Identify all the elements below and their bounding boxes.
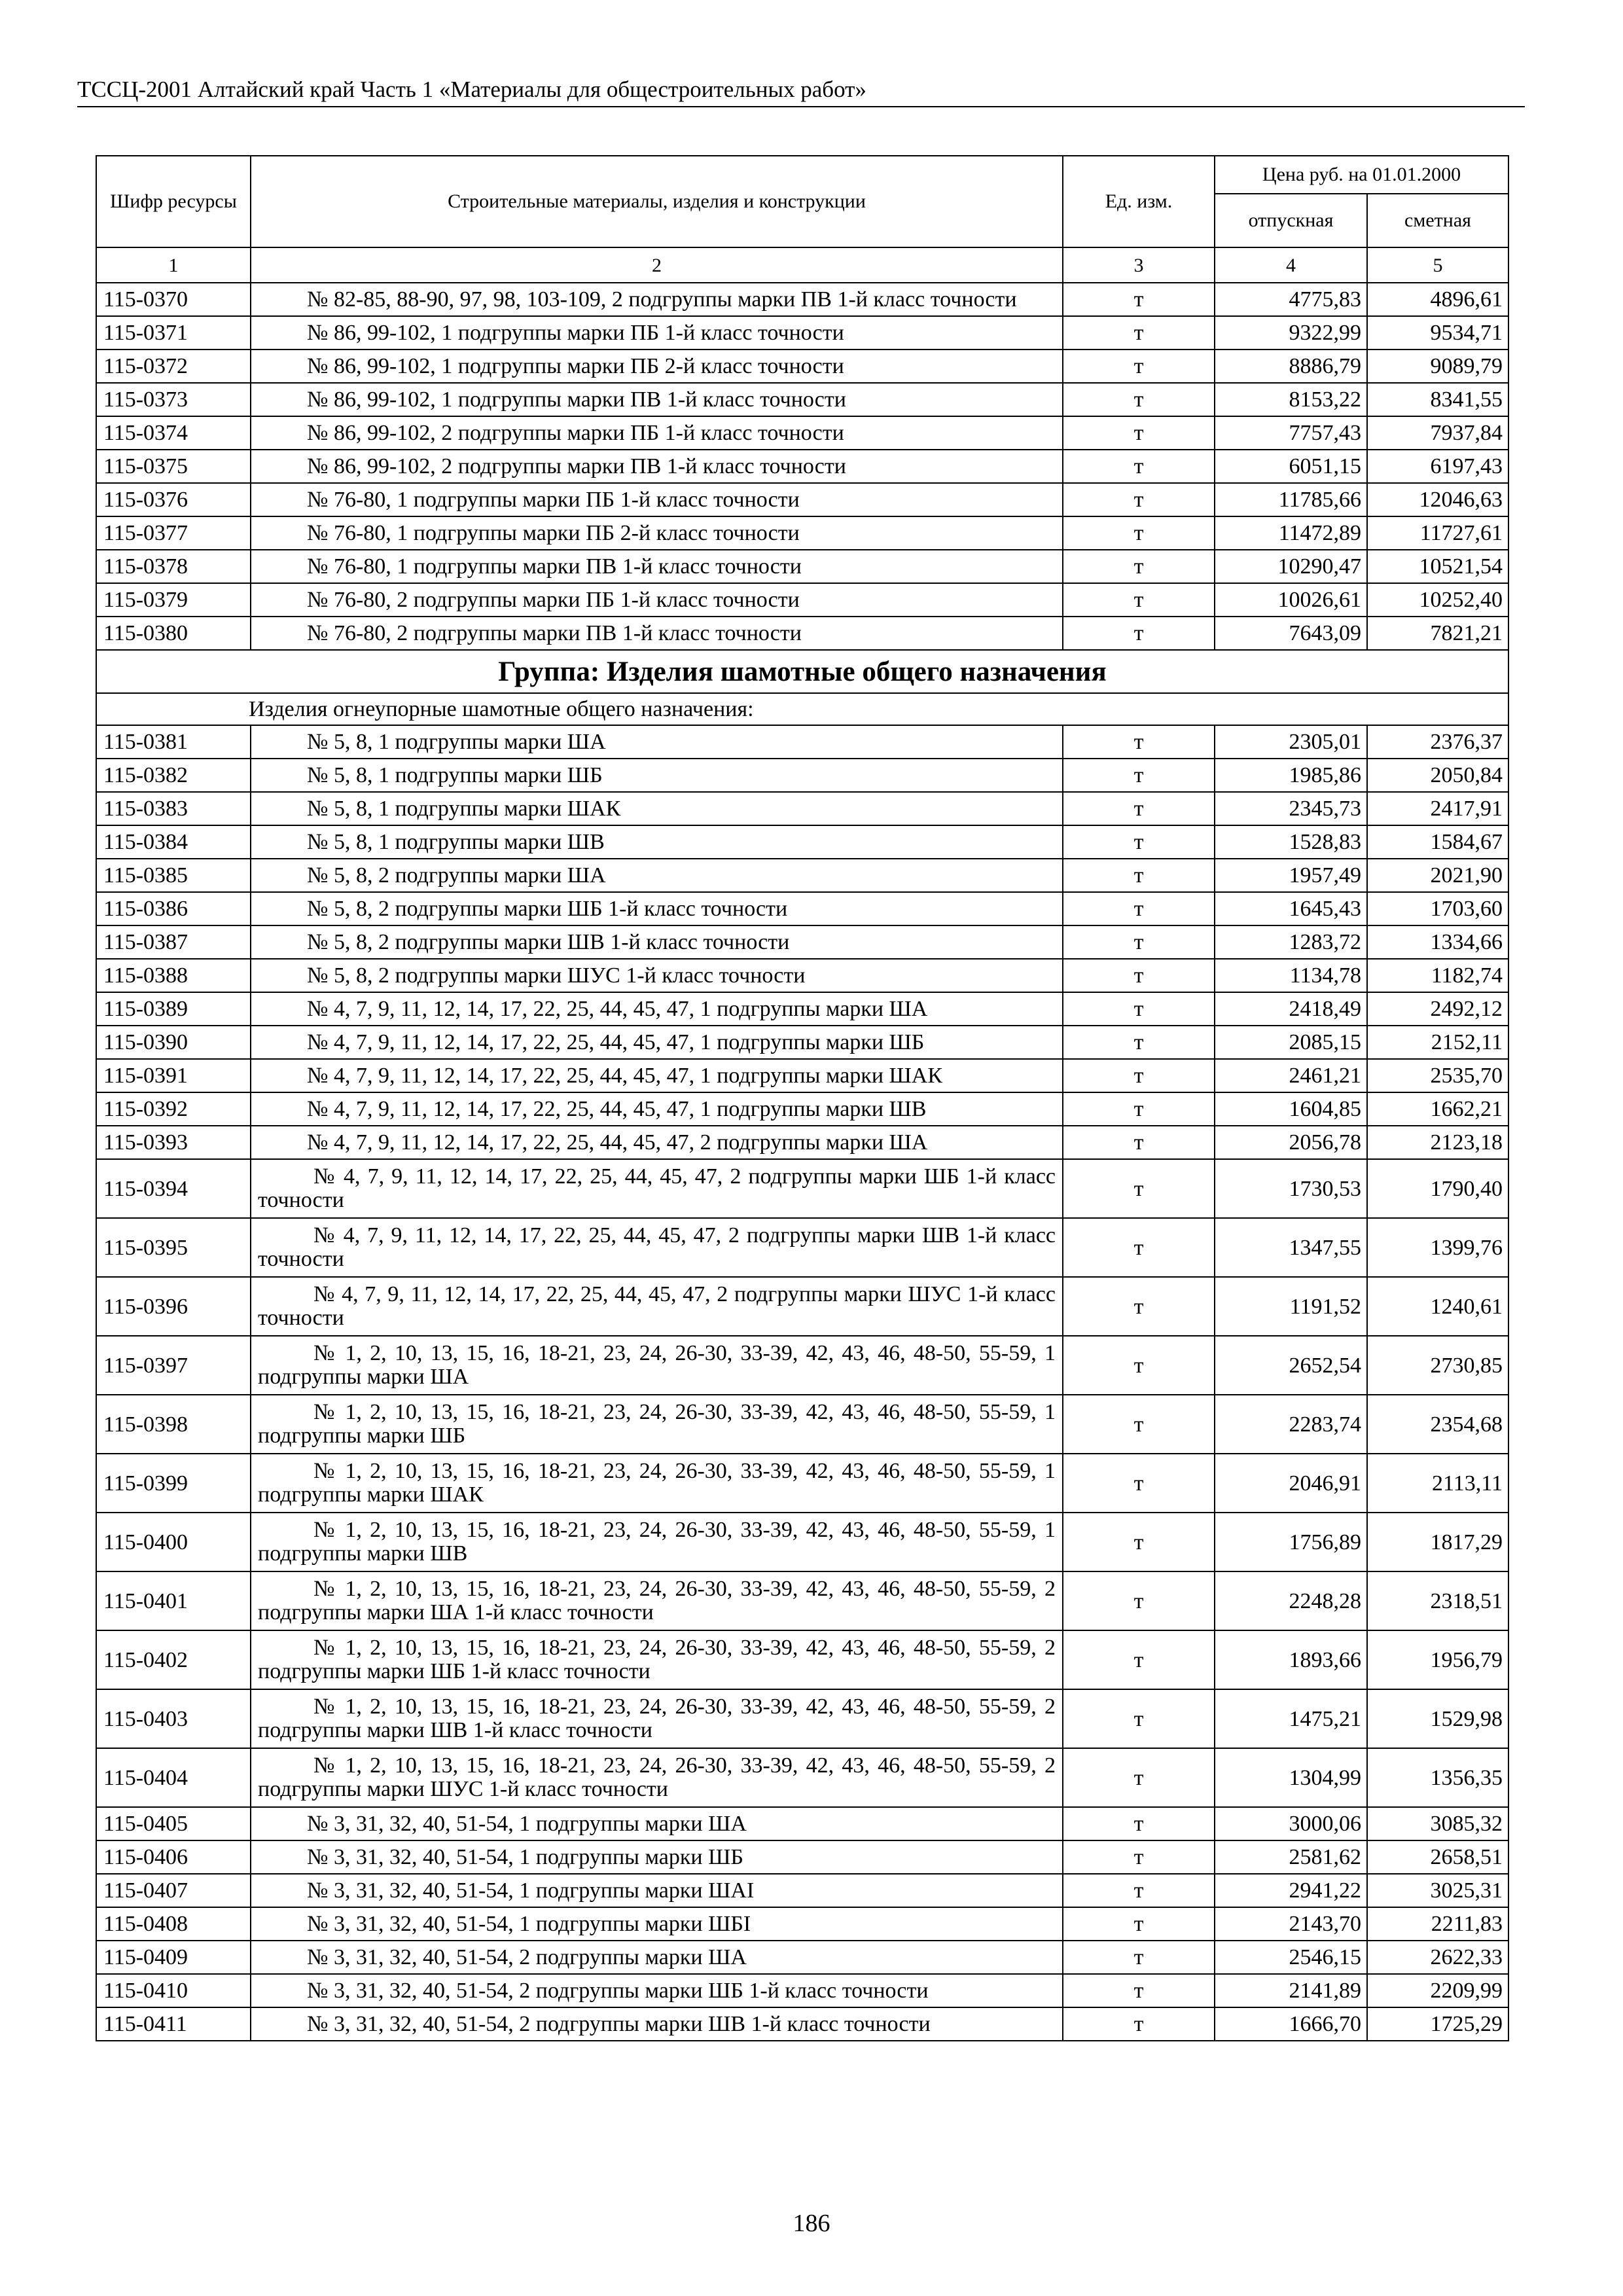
- table-row: [96, 725, 1508, 759]
- resource-code: 115-0399: [96, 1454, 251, 1513]
- material-name: № 86, 99-102, 2 подгруппы марки ПВ 1-й класс точности: [251, 450, 1063, 483]
- table-row: [96, 1395, 1508, 1454]
- estimate-price: 2318,51: [1367, 1571, 1508, 1630]
- unit-cell: т: [1063, 383, 1215, 416]
- table-row: [96, 759, 1508, 792]
- material-name: № 5, 8, 2 подгруппы марки ШБ 1-й класс точности: [251, 892, 1063, 925]
- release-price: 2581,62: [1215, 1840, 1367, 1874]
- unit-cell: т: [1063, 1026, 1215, 1059]
- estimate-price: 2113,11: [1367, 1454, 1508, 1513]
- estimate-price: 2492,12: [1367, 992, 1508, 1026]
- estimate-price: 3085,32: [1367, 1807, 1508, 1840]
- unit-cell: т: [1063, 516, 1215, 550]
- estimate-price: 2535,70: [1367, 1059, 1508, 1092]
- resource-code: 115-0383: [96, 792, 251, 825]
- material-name: № 76-80, 2 подгруппы марки ПВ 1-й класс точности: [251, 617, 1063, 650]
- material-name: № 76-80, 1 подгруппы марки ПБ 1-й класс точности: [251, 483, 1063, 516]
- release-price: 2941,22: [1215, 1874, 1367, 1907]
- column-number: 5: [1367, 247, 1508, 283]
- col-header-price-group: Цена руб. на 01.01.2000: [1215, 156, 1508, 194]
- material-name: № 3, 31, 32, 40, 51-54, 2 подгруппы марки ШБ 1-й класс точности: [251, 1974, 1063, 2007]
- table-row: [96, 1840, 1508, 1874]
- resource-code: 115-0381: [96, 725, 251, 759]
- col-header-unit: Ед. изм.: [1063, 156, 1215, 247]
- release-price: 11785,66: [1215, 483, 1367, 516]
- unit-cell: т: [1063, 859, 1215, 892]
- estimate-price: 1529,98: [1367, 1689, 1508, 1748]
- estimate-price: 9534,71: [1367, 316, 1508, 350]
- table-row: [96, 316, 1508, 350]
- table-row: [96, 383, 1508, 416]
- unit-cell: т: [1063, 1126, 1215, 1159]
- table-row: [96, 1807, 1508, 1840]
- table-row: [96, 892, 1508, 925]
- material-name: № 5, 8, 2 подгруппы марки ШВ 1-й класс точности: [251, 925, 1063, 959]
- col-header-name: Строительные материалы, изделия и конструкции: [251, 156, 1063, 247]
- material-name: № 86, 99-102, 1 подгруппы марки ПБ 2-й класс точности: [251, 350, 1063, 383]
- material-name: № 5, 8, 2 подгруппы марки ША: [251, 859, 1063, 892]
- release-price: 1347,55: [1215, 1218, 1367, 1277]
- estimate-price: 9089,79: [1367, 350, 1508, 383]
- material-name: № 76-80, 1 подгруппы марки ПБ 2-й класс точности: [251, 516, 1063, 550]
- estimate-price: 1662,21: [1367, 1092, 1508, 1126]
- estimate-price: 2211,83: [1367, 1907, 1508, 1941]
- release-price: 2248,28: [1215, 1571, 1367, 1630]
- table-row: [96, 1059, 1508, 1092]
- estimate-price: 12046,63: [1367, 483, 1508, 516]
- release-price: 4775,83: [1215, 283, 1367, 316]
- resource-code: 115-0384: [96, 825, 251, 859]
- estimate-price: 1956,79: [1367, 1630, 1508, 1689]
- unit-cell: т: [1063, 792, 1215, 825]
- release-price: 8886,79: [1215, 350, 1367, 383]
- column-number-row: [96, 247, 1508, 283]
- resource-code: 115-0371: [96, 316, 251, 350]
- material-name: № 5, 8, 2 подгруппы марки ШУС 1-й класс точности: [251, 959, 1063, 992]
- release-price: 1645,43: [1215, 892, 1367, 925]
- release-price: 2085,15: [1215, 1026, 1367, 1059]
- unit-cell: т: [1063, 617, 1215, 650]
- material-name: № 4, 7, 9, 11, 12, 14, 17, 22, 25, 44, 45, 47, 2 подгруппы марки ША: [251, 1126, 1063, 1159]
- unit-cell: т: [1063, 1748, 1215, 1807]
- resource-code: 115-0378: [96, 550, 251, 583]
- resource-code: 115-0387: [96, 925, 251, 959]
- release-price: 1475,21: [1215, 1689, 1367, 1748]
- unit-cell: т: [1063, 1907, 1215, 1941]
- material-name: № 3, 31, 32, 40, 51-54, 1 подгруппы марки ШАI: [251, 1874, 1063, 1907]
- material-name: № 3, 31, 32, 40, 51-54, 2 подгруппы марки ШВ 1-й класс точности: [251, 2007, 1063, 2041]
- estimate-price: 1334,66: [1367, 925, 1508, 959]
- estimate-price: 2658,51: [1367, 1840, 1508, 1874]
- material-name: № 4, 7, 9, 11, 12, 14, 17, 22, 25, 44, 45, 47, 1 подгруппы марки ШБ: [251, 1026, 1063, 1059]
- material-name: № 4, 7, 9, 11, 12, 14, 17, 22, 25, 44, 45, 47, 1 подгруппы марки ШВ: [251, 1092, 1063, 1126]
- table-row: [96, 825, 1508, 859]
- resource-code: 115-0394: [96, 1159, 251, 1218]
- release-price: 3000,06: [1215, 1807, 1367, 1840]
- resource-code: 115-0392: [96, 1092, 251, 1126]
- table-row: [96, 350, 1508, 383]
- table-row: [96, 1748, 1508, 1807]
- unit-cell: т: [1063, 1630, 1215, 1689]
- estimate-price: 2376,37: [1367, 725, 1508, 759]
- resource-code: 115-0402: [96, 1630, 251, 1689]
- material-name: № 3, 31, 32, 40, 51-54, 1 подгруппы марки ШБ: [251, 1840, 1063, 1874]
- resource-code: 115-0375: [96, 450, 251, 483]
- material-name: № 76-80, 1 подгруппы марки ПВ 1-й класс точности: [251, 550, 1063, 583]
- estimate-price: 1240,61: [1367, 1277, 1508, 1336]
- col-header-code: Шифр ресурсы: [96, 156, 251, 247]
- group-section: [96, 650, 1508, 725]
- release-price: 2652,54: [1215, 1336, 1367, 1395]
- material-name: № 1, 2, 10, 13, 15, 16, 18-21, 23, 24, 26-30, 33-39, 42, 43, 46, 48-50, 55-59, 1 подгруппы марки ШАК: [251, 1454, 1063, 1513]
- table-row: [96, 959, 1508, 992]
- release-price: 1893,66: [1215, 1630, 1367, 1689]
- table-row: [96, 1941, 1508, 1974]
- unit-cell: т: [1063, 1092, 1215, 1126]
- release-price: 1957,49: [1215, 859, 1367, 892]
- material-name: № 1, 2, 10, 13, 15, 16, 18-21, 23, 24, 26-30, 33-39, 42, 43, 46, 48-50, 55-59, 2 подгруппы марки ШБ 1-й класс точности: [251, 1630, 1063, 1689]
- material-name: № 5, 8, 1 подгруппы марки ШВ: [251, 825, 1063, 859]
- release-price: 2305,01: [1215, 725, 1367, 759]
- table-row: [96, 1974, 1508, 2007]
- unit-cell: т: [1063, 992, 1215, 1026]
- table-row: [96, 516, 1508, 550]
- unit-cell: т: [1063, 550, 1215, 583]
- unit-cell: т: [1063, 583, 1215, 617]
- unit-cell: т: [1063, 1974, 1215, 2007]
- estimate-price: 8341,55: [1367, 383, 1508, 416]
- resource-code: 115-0372: [96, 350, 251, 383]
- resource-code: 115-0377: [96, 516, 251, 550]
- estimate-price: 7821,21: [1367, 617, 1508, 650]
- table-row: [96, 283, 1508, 316]
- release-price: 1304,99: [1215, 1748, 1367, 1807]
- unit-cell: т: [1063, 759, 1215, 792]
- unit-cell: т: [1063, 1277, 1215, 1336]
- estimate-price: 1356,35: [1367, 1748, 1508, 1807]
- resource-code: 115-0397: [96, 1336, 251, 1395]
- resource-code: 115-0400: [96, 1513, 251, 1571]
- table-row: [96, 1336, 1508, 1395]
- material-name: № 82-85, 88-90, 97, 98, 103-109, 2 подгруппы марки ПВ 1-й класс точности: [251, 283, 1063, 316]
- unit-cell: т: [1063, 283, 1215, 316]
- material-name: № 1, 2, 10, 13, 15, 16, 18-21, 23, 24, 26-30, 33-39, 42, 43, 46, 48-50, 55-59, 1 подгруппы марки ША: [251, 1336, 1063, 1395]
- unit-cell: т: [1063, 483, 1215, 516]
- release-price: 2283,74: [1215, 1395, 1367, 1454]
- material-name: № 5, 8, 1 подгруппы марки ШАК: [251, 792, 1063, 825]
- material-name: № 3, 31, 32, 40, 51-54, 1 подгруппы марки ШБI: [251, 1907, 1063, 1941]
- table-body-group: [96, 725, 1508, 2041]
- resource-code: 115-0386: [96, 892, 251, 925]
- unit-cell: т: [1063, 316, 1215, 350]
- release-price: 10026,61: [1215, 583, 1367, 617]
- estimate-price: 1703,60: [1367, 892, 1508, 925]
- resource-code: 115-0379: [96, 583, 251, 617]
- resource-code: 115-0391: [96, 1059, 251, 1092]
- release-price: 2143,70: [1215, 1907, 1367, 1941]
- material-name: № 1, 2, 10, 13, 15, 16, 18-21, 23, 24, 26-30, 33-39, 42, 43, 46, 48-50, 55-59, 1 подгруппы марки ШБ: [251, 1395, 1063, 1454]
- unit-cell: т: [1063, 1159, 1215, 1218]
- estimate-price: 10252,40: [1367, 583, 1508, 617]
- estimate-price: 2354,68: [1367, 1395, 1508, 1454]
- unit-cell: т: [1063, 1840, 1215, 1874]
- estimate-price: 7937,84: [1367, 416, 1508, 450]
- estimate-price: 2050,84: [1367, 759, 1508, 792]
- table-row: [96, 1689, 1508, 1748]
- unit-cell: т: [1063, 1336, 1215, 1395]
- table-head: [96, 156, 1508, 283]
- release-price: 7757,43: [1215, 416, 1367, 450]
- release-price: 1730,53: [1215, 1159, 1367, 1218]
- unit-cell: т: [1063, 925, 1215, 959]
- table-row: [96, 859, 1508, 892]
- unit-cell: т: [1063, 1874, 1215, 1907]
- release-price: 1283,72: [1215, 925, 1367, 959]
- column-number: 2: [251, 247, 1063, 283]
- unit-cell: т: [1063, 1513, 1215, 1571]
- release-price: 1666,70: [1215, 2007, 1367, 2041]
- estimate-price: 2021,90: [1367, 859, 1508, 892]
- estimate-price: 2622,33: [1367, 1941, 1508, 1974]
- table-row: [96, 550, 1508, 583]
- material-name: № 1, 2, 10, 13, 15, 16, 18-21, 23, 24, 26-30, 33-39, 42, 43, 46, 48-50, 55-59, 2 подгруппы марки ШУС 1-й класс точности: [251, 1748, 1063, 1807]
- release-price: 10290,47: [1215, 550, 1367, 583]
- table-row: [96, 416, 1508, 450]
- estimate-price: 2152,11: [1367, 1026, 1508, 1059]
- release-price: 1528,83: [1215, 825, 1367, 859]
- table-row: [96, 1026, 1508, 1059]
- unit-cell: т: [1063, 892, 1215, 925]
- material-name: № 4, 7, 9, 11, 12, 14, 17, 22, 25, 44, 45, 47, 2 подгруппы марки ШБ 1-й класс точности: [251, 1159, 1063, 1218]
- resource-code: 115-0401: [96, 1571, 251, 1630]
- page-number: 186: [793, 2210, 830, 2237]
- unit-cell: т: [1063, 1395, 1215, 1454]
- unit-cell: т: [1063, 2007, 1215, 2041]
- column-number: 3: [1063, 247, 1215, 283]
- table-row: [96, 1630, 1508, 1689]
- material-name: № 1, 2, 10, 13, 15, 16, 18-21, 23, 24, 26-30, 33-39, 42, 43, 46, 48-50, 55-59, 2 подгруппы марки ША 1-й класс точности: [251, 1571, 1063, 1630]
- table-row: [96, 1571, 1508, 1630]
- column-number: 1: [96, 247, 251, 283]
- table-row: [96, 792, 1508, 825]
- release-price: 1604,85: [1215, 1092, 1367, 1126]
- resource-code: 115-0388: [96, 959, 251, 992]
- estimate-price: 1399,76: [1367, 1218, 1508, 1277]
- unit-cell: т: [1063, 1941, 1215, 1974]
- estimate-price: 1790,40: [1367, 1159, 1508, 1218]
- unit-cell: т: [1063, 350, 1215, 383]
- release-price: 9322,99: [1215, 316, 1367, 350]
- material-name: № 86, 99-102, 1 подгруппы марки ПВ 1-й класс точности: [251, 383, 1063, 416]
- group-title-row: [96, 650, 1508, 693]
- release-price: 2546,15: [1215, 1941, 1367, 1974]
- resource-code: 115-0374: [96, 416, 251, 450]
- unit-cell: т: [1063, 1059, 1215, 1092]
- unit-cell: т: [1063, 1454, 1215, 1513]
- unit-cell: т: [1063, 1689, 1215, 1748]
- resource-code: 115-0409: [96, 1941, 251, 1974]
- unit-cell: т: [1063, 1218, 1215, 1277]
- estimate-price: 2209,99: [1367, 1974, 1508, 2007]
- release-price: 7643,09: [1215, 617, 1367, 650]
- col-header-estimate-price: сметная: [1367, 194, 1508, 247]
- release-price: 6051,15: [1215, 450, 1367, 483]
- resource-code: 115-0408: [96, 1907, 251, 1941]
- release-price: 2461,21: [1215, 1059, 1367, 1092]
- resource-code: 115-0411: [96, 2007, 251, 2041]
- price-table: [96, 155, 1509, 2041]
- column-number: 4: [1215, 247, 1367, 283]
- release-price: 8153,22: [1215, 383, 1367, 416]
- release-price: 1134,78: [1215, 959, 1367, 992]
- resource-code: 115-0382: [96, 759, 251, 792]
- table-row: [96, 925, 1508, 959]
- material-name: № 4, 7, 9, 11, 12, 14, 17, 22, 25, 44, 45, 47, 1 подгруппы марки ШАК: [251, 1059, 1063, 1092]
- unit-cell: т: [1063, 725, 1215, 759]
- table-row: [96, 2007, 1508, 2041]
- table-row: [96, 1218, 1508, 1277]
- material-name: № 1, 2, 10, 13, 15, 16, 18-21, 23, 24, 26-30, 33-39, 42, 43, 46, 48-50, 55-59, 2 подгруппы марки ШВ 1-й класс точности: [251, 1689, 1063, 1748]
- table-row: [96, 1159, 1508, 1218]
- col-header-release-price: отпускная: [1215, 194, 1367, 247]
- estimate-price: 1817,29: [1367, 1513, 1508, 1571]
- unit-cell: т: [1063, 1807, 1215, 1840]
- material-name: № 3, 31, 32, 40, 51-54, 2 подгруппы марки ША: [251, 1941, 1063, 1974]
- estimate-price: 2123,18: [1367, 1126, 1508, 1159]
- resource-code: 115-0370: [96, 283, 251, 316]
- material-name: № 4, 7, 9, 11, 12, 14, 17, 22, 25, 44, 45, 47, 2 подгруппы марки ШУС 1-й класс точности: [251, 1277, 1063, 1336]
- resource-code: 115-0376: [96, 483, 251, 516]
- resource-code: 115-0398: [96, 1395, 251, 1454]
- release-price: 2046,91: [1215, 1454, 1367, 1513]
- estimate-price: 2730,85: [1367, 1336, 1508, 1395]
- release-price: 2418,49: [1215, 992, 1367, 1026]
- resource-code: 115-0405: [96, 1807, 251, 1840]
- subgroup-title-row: [96, 693, 1508, 725]
- table-row: [96, 1092, 1508, 1126]
- table-row: [96, 617, 1508, 650]
- material-name: № 3, 31, 32, 40, 51-54, 1 подгруппы марки ША: [251, 1807, 1063, 1840]
- release-price: 11472,89: [1215, 516, 1367, 550]
- material-name: № 4, 7, 9, 11, 12, 14, 17, 22, 25, 44, 45, 47, 1 подгруппы марки ША: [251, 992, 1063, 1026]
- resource-code: 115-0404: [96, 1748, 251, 1807]
- header-row: [96, 156, 1508, 194]
- resource-code: 115-0373: [96, 383, 251, 416]
- material-name: № 76-80, 2 подгруппы марки ПБ 1-й класс точности: [251, 583, 1063, 617]
- table-row: [96, 1454, 1508, 1513]
- estimate-price: 10521,54: [1367, 550, 1508, 583]
- group-title: Группа: Изделия шамотные общего назначения: [96, 650, 1508, 693]
- unit-cell: т: [1063, 825, 1215, 859]
- table-row: [96, 1907, 1508, 1941]
- running-header: ТССЦ-2001 Алтайский край Часть 1 «Материалы для общестроительных работ»: [77, 73, 1525, 107]
- estimate-price: 11727,61: [1367, 516, 1508, 550]
- resource-code: 115-0380: [96, 617, 251, 650]
- subgroup-title: Изделия огнеупорные шамотные общего назначения:: [96, 693, 1508, 725]
- table-body-top: [96, 283, 1508, 650]
- resource-code: 115-0396: [96, 1277, 251, 1336]
- release-price: 2345,73: [1215, 792, 1367, 825]
- material-name: № 1, 2, 10, 13, 15, 16, 18-21, 23, 24, 26-30, 33-39, 42, 43, 46, 48-50, 55-59, 1 подгруппы марки ШВ: [251, 1513, 1063, 1571]
- table-row: [96, 583, 1508, 617]
- resource-code: 115-0403: [96, 1689, 251, 1748]
- material-name: № 5, 8, 1 подгруппы марки ША: [251, 725, 1063, 759]
- material-name: № 86, 99-102, 1 подгруппы марки ПБ 1-й класс точности: [251, 316, 1063, 350]
- resource-code: 115-0410: [96, 1974, 251, 2007]
- unit-cell: т: [1063, 959, 1215, 992]
- estimate-price: 1584,67: [1367, 825, 1508, 859]
- table-row: [96, 1277, 1508, 1336]
- material-name: № 4, 7, 9, 11, 12, 14, 17, 22, 25, 44, 45, 47, 2 подгруппы марки ШВ 1-й класс точности: [251, 1218, 1063, 1277]
- resource-code: 115-0390: [96, 1026, 251, 1059]
- estimate-price: 4896,61: [1367, 283, 1508, 316]
- resource-code: 115-0407: [96, 1874, 251, 1907]
- release-price: 2141,89: [1215, 1974, 1367, 2007]
- unit-cell: т: [1063, 1571, 1215, 1630]
- resource-code: 115-0406: [96, 1840, 251, 1874]
- material-name: № 5, 8, 1 подгруппы марки ШБ: [251, 759, 1063, 792]
- estimate-price: 1725,29: [1367, 2007, 1508, 2041]
- estimate-price: 2417,91: [1367, 792, 1508, 825]
- resource-code: 115-0389: [96, 992, 251, 1026]
- release-price: 2056,78: [1215, 1126, 1367, 1159]
- estimate-price: 1182,74: [1367, 959, 1508, 992]
- resource-code: 115-0385: [96, 859, 251, 892]
- resource-code: 115-0395: [96, 1218, 251, 1277]
- release-price: 1985,86: [1215, 759, 1367, 792]
- release-price: 1756,89: [1215, 1513, 1367, 1571]
- unit-cell: т: [1063, 416, 1215, 450]
- estimate-price: 6197,43: [1367, 450, 1508, 483]
- release-price: 1191,52: [1215, 1277, 1367, 1336]
- table-row: [96, 1874, 1508, 1907]
- estimate-price: 3025,31: [1367, 1874, 1508, 1907]
- table-row: [96, 992, 1508, 1026]
- table-row: [96, 1513, 1508, 1571]
- unit-cell: т: [1063, 450, 1215, 483]
- table-row: [96, 483, 1508, 516]
- material-name: № 86, 99-102, 2 подгруппы марки ПБ 1-й класс точности: [251, 416, 1063, 450]
- table-row: [96, 450, 1508, 483]
- resource-code: 115-0393: [96, 1126, 251, 1159]
- table-row: [96, 1126, 1508, 1159]
